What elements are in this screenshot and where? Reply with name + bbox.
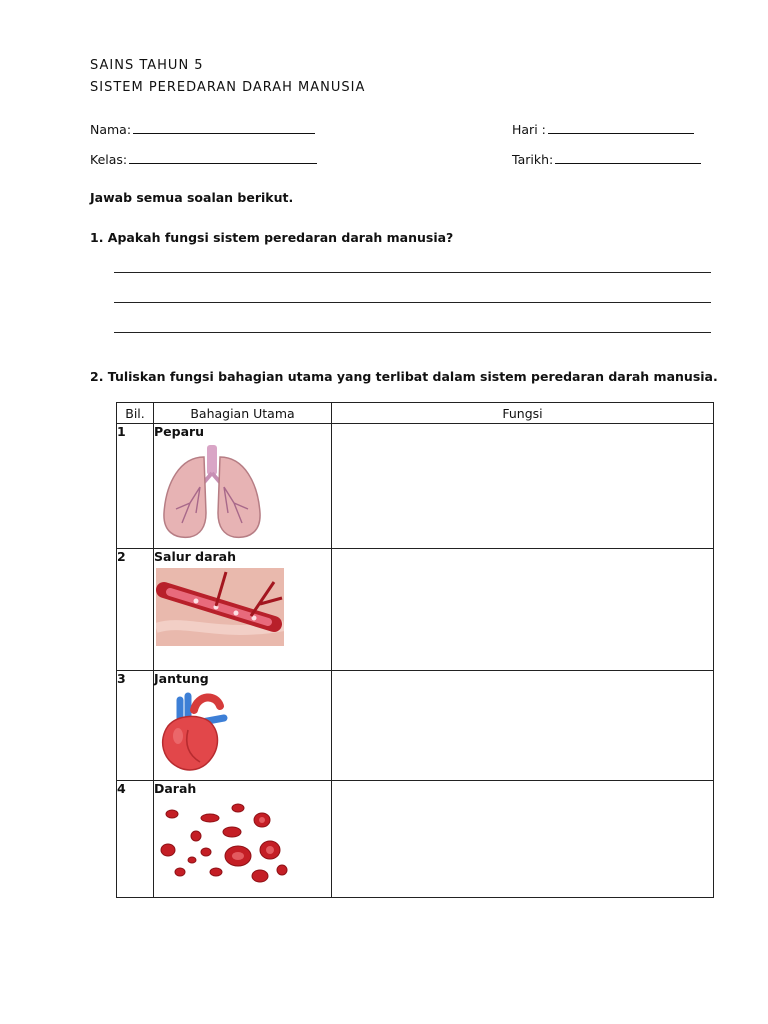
row-number: 1: [117, 424, 154, 549]
row-number: 4: [117, 781, 154, 898]
day-field-row: [512, 120, 694, 137]
row-part: [154, 424, 332, 549]
table-row: [117, 549, 714, 671]
date-label: Tarikh:: [512, 152, 554, 167]
blood-vessel-icon: [156, 568, 284, 646]
function-answer-cell[interactable]: [332, 424, 714, 549]
day-label: Hari :: [512, 122, 546, 137]
date-field-row: [512, 150, 701, 167]
header-function: Fungsi: [332, 403, 714, 424]
function-answer-cell[interactable]: [332, 781, 714, 898]
part-name: Darah: [154, 781, 197, 796]
day-blank[interactable]: [548, 120, 694, 134]
topic-title: SISTEM PEREDARAN DARAH MANUSIA: [90, 80, 366, 95]
date-blank[interactable]: [555, 150, 701, 164]
class-blank[interactable]: [129, 150, 317, 164]
class-label: Kelas:: [90, 152, 128, 167]
question-1: 1. Apakah fungsi sistem peredaran darah manusia?: [90, 230, 454, 245]
row-part: [154, 549, 332, 671]
blood-cells-icon: [156, 800, 288, 886]
instruction-text: Jawab semua soalan berikut.: [90, 190, 294, 205]
heart-icon: [158, 690, 230, 774]
row-number: 3: [117, 671, 154, 781]
row-number: 2: [117, 549, 154, 671]
header-part: Bahagian Utama: [154, 403, 332, 424]
name-field-row: [90, 120, 315, 137]
header-bil: Bil.: [117, 403, 154, 424]
row-part: [154, 671, 332, 781]
table-row: [117, 424, 714, 549]
function-answer-cell[interactable]: [332, 671, 714, 781]
answer-line-2[interactable]: [114, 302, 711, 303]
table-row: [117, 781, 714, 898]
table-row: [117, 671, 714, 781]
answer-line-1[interactable]: [114, 272, 711, 273]
class-field-row: [90, 150, 317, 167]
table-header-row: [117, 403, 714, 424]
parts-table: [116, 402, 714, 898]
function-answer-cell[interactable]: [332, 549, 714, 671]
name-label: Nama:: [90, 122, 132, 137]
row-part: [154, 781, 332, 898]
lungs-icon: [160, 443, 264, 541]
part-name: Jantung: [154, 671, 209, 686]
part-name: Salur darah: [154, 549, 237, 564]
question-2: 2. Tuliskan fungsi bahagian utama yang terlibat dalam sistem peredaran darah manusia.: [90, 369, 718, 384]
subject-title: SAINS TAHUN 5: [90, 58, 204, 73]
name-blank[interactable]: [133, 120, 315, 134]
part-name: Peparu: [154, 424, 205, 439]
answer-line-3[interactable]: [114, 332, 711, 333]
